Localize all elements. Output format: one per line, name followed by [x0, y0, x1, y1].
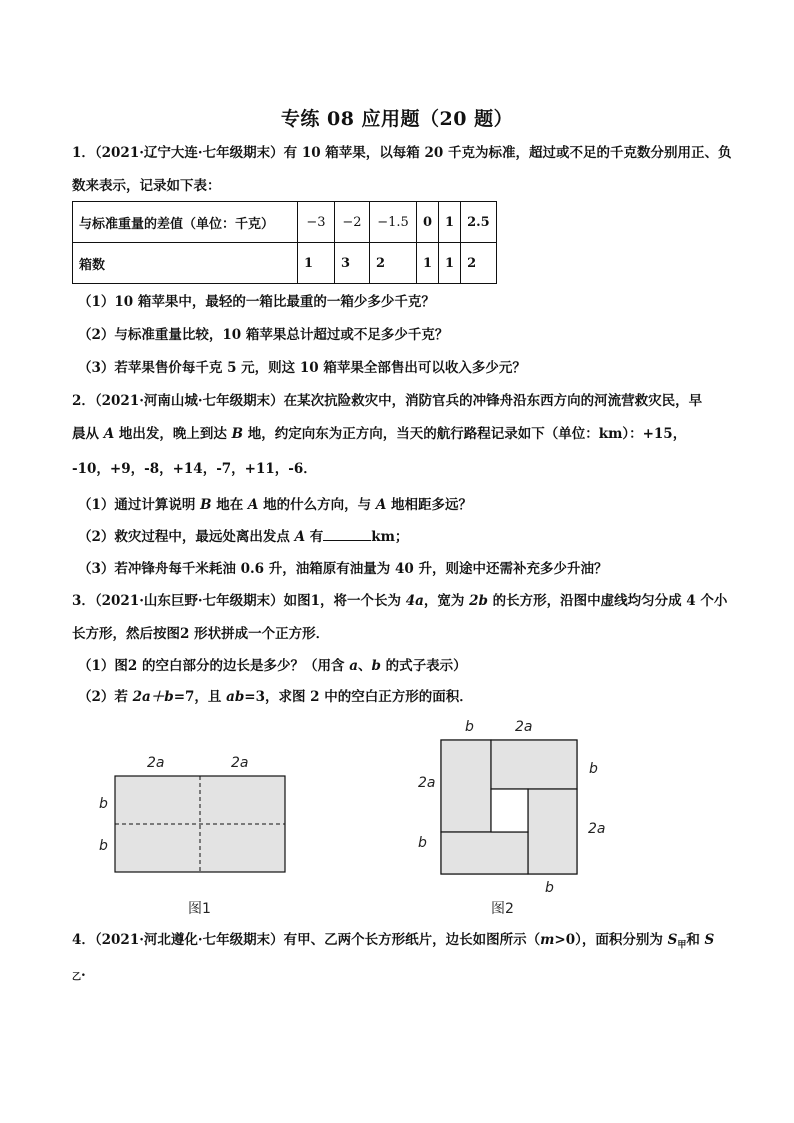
table-row-label: 与标准重量的差值（单位：千克） — [73, 202, 298, 243]
fig1-top-right-label: 2a — [231, 755, 249, 771]
q1-part1: （1）10 箱苹果中，最轻的一箱比最重的一箱少多少千克？ — [78, 294, 435, 310]
q3-stem-line1: 3．（2021·山东巨野·七年级期末）如图1，将一个长为 4a，宽为 2b 的长方形，沿图中虚线均匀分成 4 个小 — [72, 593, 728, 609]
table-cell: 2.5 — [461, 202, 497, 243]
q2-part3: （3）若冲锋舟每千米耗油 0.6 升，油箱原有油量为 40 升，则途中还需补充多少升油？ — [78, 561, 608, 577]
fig2-top-b-label: b — [465, 719, 474, 735]
q1-part2: （2）与标准重量比较，10 箱苹果总计超过或不足多少千克？ — [78, 327, 449, 343]
q3-stem-line2: 长方形，然后按图2 形状拼成一个正方形． — [72, 626, 330, 642]
fig2-top-2a-label: 2a — [515, 719, 533, 735]
table-cell: 1 — [439, 202, 461, 243]
table-cell: 1 — [298, 243, 335, 284]
table-cell: 1 — [417, 243, 439, 284]
figure-2-square — [440, 739, 578, 875]
fig2-right-b-label: b — [589, 761, 598, 777]
q2-part1: （1）通过计算说明 B 地在 A 地的什么方向，与 A 地相距多远？ — [78, 497, 472, 513]
table-cell: 2 — [461, 243, 497, 284]
table-row — [73, 202, 497, 243]
table-cell: −1.5 — [370, 202, 417, 243]
fig1-top-left-label: 2a — [147, 755, 165, 771]
table-cell: 2 — [370, 243, 417, 284]
q2-part2: （2）救灾过程中，最远处离出发点 A 有 km； — [78, 529, 409, 545]
figure-1-rectangle — [114, 775, 286, 873]
table-row-label: 箱数 — [73, 243, 298, 284]
q4-stem-line2: $_乙$. — [72, 964, 86, 983]
q2-stem-line2: 晨从 A 地出发，晚上到达 B 地，约定向东为正方向，当天的航行路程记录如下（单位：km）：+15， — [72, 426, 687, 442]
q1-stem-line1: 1．（2021·辽宁大连·七年级期末）有 10 箱苹果，以每箱 20 千克为标准，超过或不足的千克数分别用正、负 — [72, 145, 732, 161]
fig2-left-2a-label: 2a — [418, 775, 436, 791]
fig1-left-bottom-label: b — [99, 838, 108, 854]
fig2-left-b-label: b — [418, 835, 427, 851]
figure-2-caption: 图2 — [491, 901, 514, 917]
answer-blank — [323, 528, 371, 541]
table-cell: −2 — [335, 202, 370, 243]
q1-part3: （3）若苹果售价每千克 5 元，则这 10 箱苹果全部售出可以收入多少元？ — [78, 360, 526, 376]
table-cell: 1 — [439, 243, 461, 284]
q1-table — [72, 201, 497, 284]
figure-1-caption: 图1 — [188, 901, 211, 917]
table-row — [73, 243, 497, 284]
q4-stem-line1: 4．（2021·河北遵化·七年级期末）有甲、乙两个长方形纸片，边长如图所示（m>0），面积分别为 $S_甲$和 S — [72, 932, 715, 951]
fig2-bottom-b-label: b — [545, 880, 554, 896]
table-cell: 0 — [417, 202, 439, 243]
table-cell: −3 — [298, 202, 335, 243]
table-cell: 3 — [335, 243, 370, 284]
q3-part2: （2）若 2a＋b=7，且 ab=3，求图 2 中的空白正方形的面积． — [78, 689, 473, 705]
q2-stem-line3: -10，+9，-8，+14，-7，+11，-6． — [72, 461, 317, 477]
q3-part1: （1）图2 的空白部分的边长是多少？（用含 a、b 的式子表示） — [78, 658, 467, 674]
fig1-left-top-label: b — [99, 796, 108, 812]
q2-stem-line1: 2．（2021·河南山城·七年级期末）在某次抗险救灾中，消防官兵的冲锋舟沿东西方向的河流营救灾民，早 — [72, 393, 703, 409]
page-title: 专练 08 应用题（20 题） — [280, 108, 514, 130]
fig2-right-2a-label: 2a — [588, 821, 606, 837]
q1-stem-line2: 数来表示，记录如下表： — [72, 178, 221, 194]
